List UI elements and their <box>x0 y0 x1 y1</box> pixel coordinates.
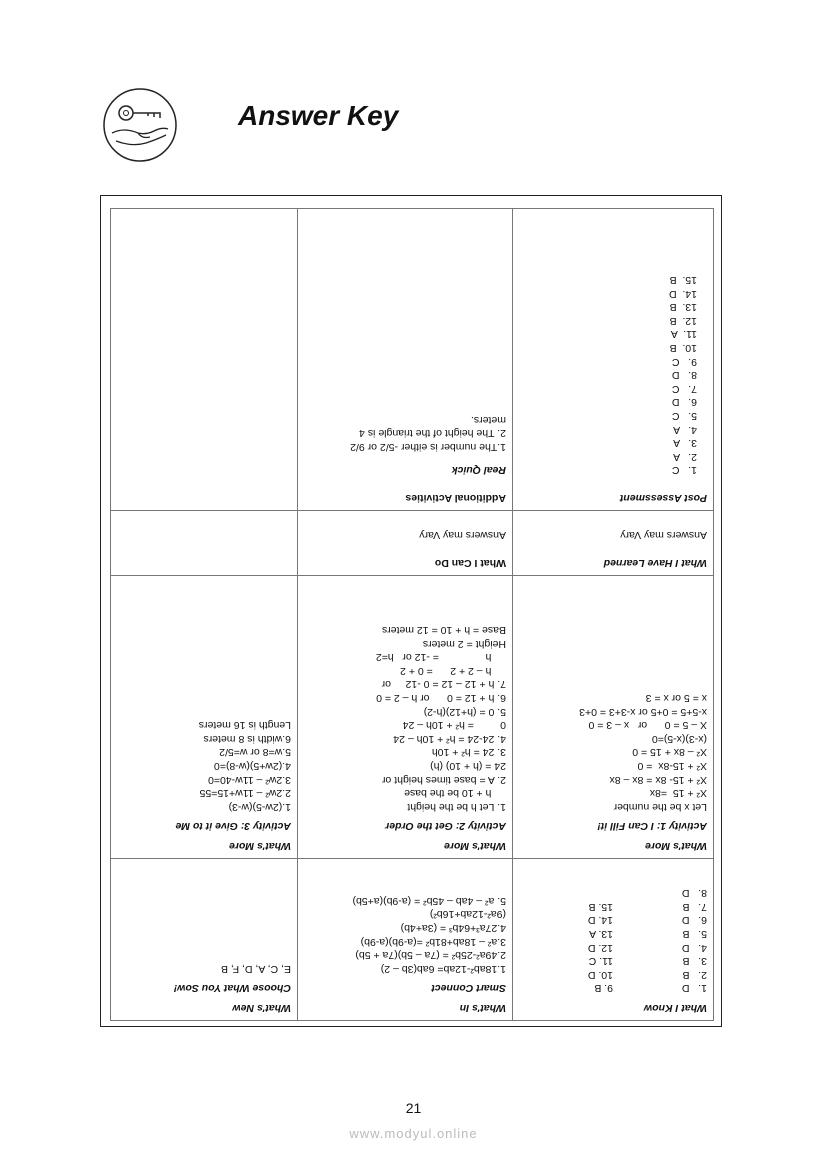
answer-line: 1. D <box>681 982 707 995</box>
answer-line: 1.(2w-5)(w-3) <box>228 800 291 813</box>
answer-key-table <box>110 208 714 1021</box>
answer-line: 7. B <box>682 900 707 913</box>
section-heading: Post Assessment <box>619 492 707 504</box>
answer-list <box>304 412 506 453</box>
answer-text: Answers may Vary <box>620 529 707 542</box>
answer-line: X² + 15- 8x = 8x – 8x <box>609 773 707 786</box>
answer-line: 3. A <box>673 437 697 450</box>
answer-line: 4. 24-24 = h² + 10h – 24 <box>393 732 506 745</box>
section-heading: What I Have Learned <box>603 557 707 569</box>
answer-line: 13. B <box>669 301 697 314</box>
section-subheading: Smart Connect <box>431 982 506 995</box>
answer-line: 14. D <box>587 914 613 927</box>
answer-line: 14. D <box>668 287 697 300</box>
answer-line: (x-3)(x-5)=0 <box>651 732 707 745</box>
section-heading: What's More <box>644 840 707 852</box>
empty-cell <box>111 511 298 576</box>
answer-line: x-5+5 = 0+5 or x-3+3 = 0+3 <box>579 705 707 718</box>
answer-line: h + 10 be the base <box>404 787 506 800</box>
answer-line: 2. A <box>673 450 697 463</box>
answer-line: 0 = h² + 10h – 24 <box>402 719 506 732</box>
answer-line: X – 5 = 0 or x – 3 = 0 <box>588 719 707 732</box>
answer-line: h – 2 + 2 = 0 + 2 <box>400 664 506 677</box>
answer-line: meters. <box>470 413 506 426</box>
section-heading: Additional Activities <box>405 492 506 504</box>
answer-line: 10. B <box>669 342 697 355</box>
section-heading: What's In <box>459 1002 506 1014</box>
answer-line: 1. C <box>671 464 697 477</box>
answer-line: x = 5 or x = 3 <box>645 692 707 705</box>
answer-line: 5. 0 = (h+12)(h-2) <box>423 705 506 718</box>
cell-whats-in <box>298 859 513 1021</box>
answer-line: 4.(2w+5)(w-8)=0 <box>213 760 291 773</box>
answer-list <box>304 893 506 975</box>
answer-line: 9. B <box>594 982 613 995</box>
answer-line: 6. D <box>681 914 707 927</box>
table-row <box>111 511 714 576</box>
answer-line: 8. D <box>681 887 707 900</box>
answer-line: 5.w=8 or w=5/2 <box>219 746 291 759</box>
answer-line: 5. B <box>682 928 707 941</box>
answer-line: (9a²-12ab+16b²) <box>429 908 506 921</box>
answer-line: 4.27a³+64b³ = (3a+4b) <box>400 922 506 935</box>
answer-line: 9. C <box>671 355 697 368</box>
answer-line: 11. A <box>670 328 697 341</box>
section-subheading: Choose What You Sow! <box>173 982 291 995</box>
cell-what-i-have-learned <box>513 511 714 576</box>
answer-line: X² – 8x + 15 = 0 <box>632 746 707 759</box>
section-subheading: Activity 2: Get the Order <box>385 820 506 833</box>
answer-line: Length is 16 meters <box>198 719 291 732</box>
answer-line: 1. Let h be the height <box>407 800 506 813</box>
answer-line: 12. D <box>587 941 613 954</box>
watermark: www.modyul.online <box>349 1126 478 1141</box>
answer-list <box>613 886 707 995</box>
cell-what-i-know <box>513 859 714 1021</box>
answer-line: 2. B <box>682 968 707 981</box>
section-subheading: Real Quick <box>451 464 506 477</box>
answer-line: 6.width is 8 meters <box>203 732 291 745</box>
answer-line: 11. C <box>588 955 613 968</box>
cell-activity-3 <box>111 576 298 859</box>
answer-list <box>519 886 613 995</box>
answer-list <box>304 623 506 813</box>
section-heading: What's More <box>228 840 291 852</box>
answer-line: Base = h + 10 = 12 meters <box>381 624 506 637</box>
answer-line: E, C, A, D, F, B <box>220 962 291 975</box>
table-row <box>111 859 714 1021</box>
answer-line: 1.The number is either -5/2 or 9/2 <box>350 440 506 453</box>
answer-line: 10. D <box>587 968 613 981</box>
section-heading: What's More <box>443 840 506 852</box>
answer-line: 2. The height of the triangle is 4 <box>359 427 506 440</box>
answer-line: 3. 24 = h² + 10h <box>431 746 506 759</box>
answer-line: 7. C <box>671 382 697 395</box>
answer-line: h = -12 or h=2 <box>375 651 506 664</box>
answer-line: 4. A <box>673 423 697 436</box>
answer-line: 3.a² – 18ab+81b² =(a-9b)(a-9b) <box>360 935 506 948</box>
table-row <box>111 576 714 859</box>
section-heading: What's New <box>232 1002 291 1014</box>
answer-line: 15. B <box>669 274 697 287</box>
answer-line: 2.2w² – 11w+15=55 <box>199 787 291 800</box>
answer-line: 15. B <box>588 900 613 913</box>
answer-line: Height = 2 meters <box>422 637 506 650</box>
answer-line: 13. A <box>589 928 613 941</box>
cell-what-i-can-do <box>298 511 513 576</box>
section-heading: What I Know <box>644 1002 707 1014</box>
table-row <box>111 209 714 511</box>
answer-line: 3.2w² – 11w-40=0 <box>208 773 291 786</box>
answer-text: Answers may Vary <box>419 529 506 542</box>
key-in-hand-logo <box>102 87 178 163</box>
answer-line: 1.18ab²-12ab= 6ab(3b – 2) <box>380 962 506 975</box>
cell-activity-2 <box>298 576 513 859</box>
answer-line: 6. h + 12 = 0 or h – 2 = 0 <box>376 692 506 705</box>
answer-line: X² + 15 =8x <box>649 787 707 800</box>
answer-line: 3. B <box>682 955 707 968</box>
answer-list <box>117 718 291 813</box>
answer-line: X² + 15-8x = 0 <box>637 760 707 773</box>
answer-line: 7. h + 12 – 12 = 0 -12 or <box>381 678 506 691</box>
answer-line: Let x be the number <box>613 800 707 813</box>
answer-list <box>519 690 707 812</box>
answer-line: 4. D <box>681 941 707 954</box>
page-title: Answer Key <box>238 100 399 131</box>
section-heading: What I Can Do <box>434 557 506 569</box>
section-subheading: Activity 3: Give it to Me <box>175 820 291 833</box>
answer-list <box>117 961 291 975</box>
empty-cell <box>111 209 298 511</box>
cell-post-assessment <box>513 209 714 511</box>
answer-line: 8. D <box>671 369 697 382</box>
section-subheading: Activity 1: I Can Fill it! <box>597 820 707 833</box>
answer-line: 12. B <box>669 314 697 327</box>
answer-line: 24 = (h + 10) (h) <box>430 760 506 773</box>
answer-line: 5. a² – 4ab – 45b² = (a-9b)(a+5b) <box>352 894 506 907</box>
answer-line: 2.49a²-25b² = (7a – 5b)(7a + 5b) <box>355 949 506 962</box>
answer-line: 2. A = base times height or <box>381 773 506 786</box>
answer-line: 5. C <box>671 410 697 423</box>
answer-line: 6. D <box>671 396 697 409</box>
answer-list <box>519 273 707 477</box>
cell-activity-1 <box>513 576 714 859</box>
page-number: 21 <box>405 1100 422 1116</box>
cell-whats-new <box>111 859 298 1021</box>
cell-additional-activities <box>298 209 513 511</box>
